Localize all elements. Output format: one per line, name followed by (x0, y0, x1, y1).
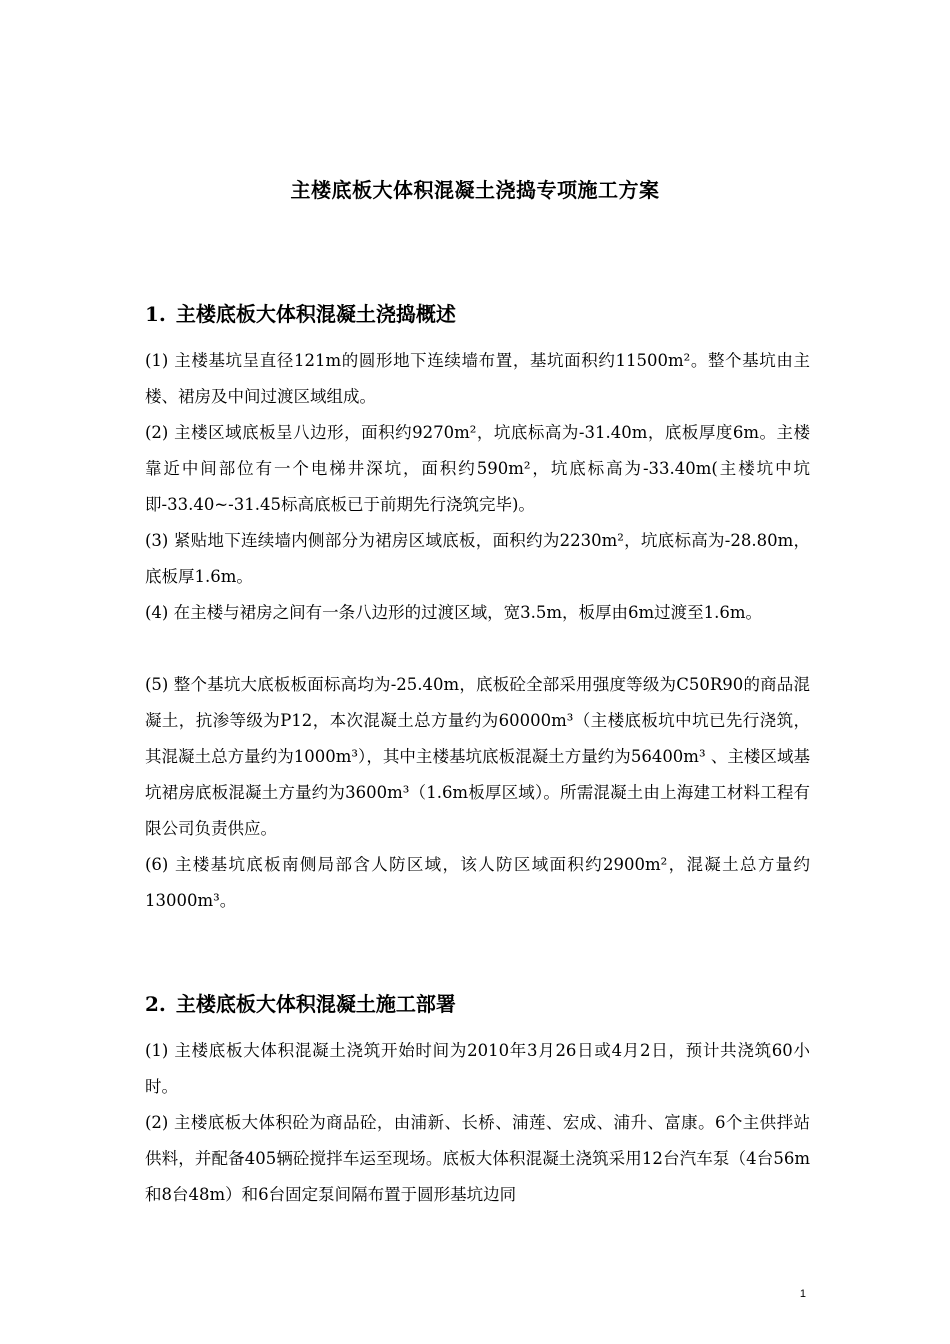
paragraph-2-2: (2) 主楼底板大体积砼为商品砼，由浦新、长桥、浦莲、宏成、浦升、富康。6个主供拌站供料，并配备405辆砼搅拌车运至现场。底板大体积混凝土浇筑采用12台汽车泵（4台56m和8台48m）和6台固定泵间隔布置于圆形基坑边同 (145, 1113, 810, 1204)
paragraph-1-1: (1) 主楼基坑呈直径121m的圆形地下连续墙布置，基坑面积约11500m²。整个基坑由主楼、裙房及中间过渡区域组成。 (145, 351, 810, 406)
section-title: 主楼底板大体积混凝土浇捣概述 (175, 302, 456, 326)
paragraph-1-6: (6) 主楼基坑底板南侧局部含人防区域，该人防区域面积约2900m²，混凝土总方量约13000m³。 (145, 855, 810, 910)
paragraph-1-2: (2) 主楼区域底板呈八边形，面积约9270m²，坑底标高为-31.40m，底板厚度6m。主楼靠近中间部位有一个电梯井深坑，面积约590m²，坑底标高为-33.40m(主楼坑中坑即-33.40~-31.45标高底板已于前期先行浇筑完毕)。 (145, 423, 810, 514)
section-title: 主楼底板大体积混凝土施工部署 (175, 992, 456, 1016)
section-number: 1. (145, 302, 166, 326)
paragraph-1-3: (3) 紧贴地下连续墙内侧部分为裙房区域底板，面积约为2230m²，坑底标高为-28.80m，底板厚1.6m。 (145, 531, 810, 586)
document-title: 主楼底板大体积混凝土浇捣专项施工方案 (290, 178, 660, 202)
section-heading-2 (145, 988, 456, 1017)
section-number: 2. (145, 992, 166, 1016)
section-heading-1 (145, 298, 456, 327)
paragraph-1-4: (4) 在主楼与裙房之间有一条八边形的过渡区域，宽3.5m，板厚由6m过渡至1.6m。 (145, 603, 763, 622)
paragraph-2-1: (1) 主楼底板大体积混凝土浇筑开始时间为2010年3月26日或4月2日，预计共浇筑60小时。 (145, 1041, 810, 1096)
page-number: 1 (799, 1288, 806, 1300)
paragraph-1-5: (5) 整个基坑大底板板面标高均为-25.40m，底板砼全部采用强度等级为C50R90的商品混凝土，抗渗等级为P12，本次混凝土总方量约为60000m³（主楼底板坑中坑已先行浇筑，其混凝土总方量约为1000m³），其中主楼基坑底板混凝土方量约为56400m³ 、主楼区域基坑裙房底板混凝土方量约为3600m³（1.6m板厚区域）。所需混凝土由上海建工材料工程有限公司负责供应。 (145, 675, 810, 838)
